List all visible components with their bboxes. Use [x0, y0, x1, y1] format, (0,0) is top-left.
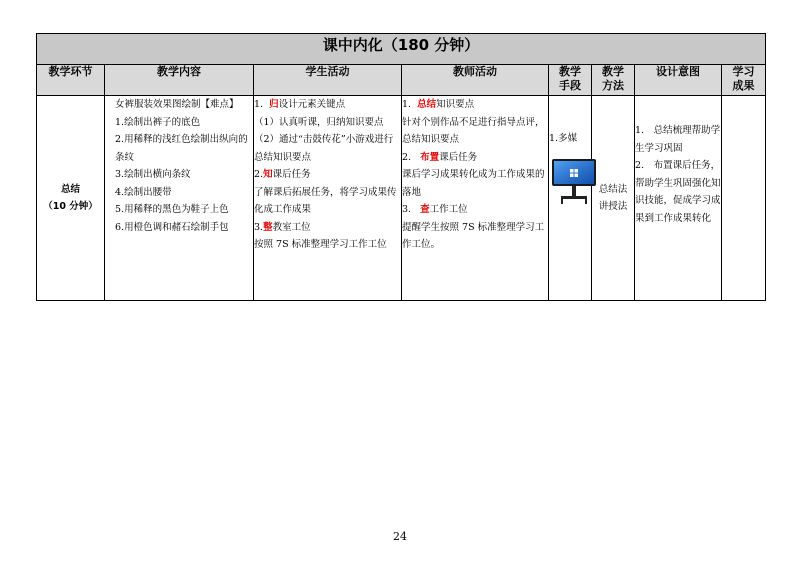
student-line	[254, 166, 401, 184]
stage-cell	[37, 96, 105, 301]
content-line: 2.用稀释的浅红色绘制出纵向的条纹	[115, 134, 248, 163]
item-text: 课后任务	[439, 151, 478, 163]
header-label: 教学 手段	[559, 65, 581, 92]
header-student	[254, 65, 402, 96]
item-text: 知识要点	[436, 99, 475, 110]
teacher-line: 课后学习成果转化成为工作成果的落地	[402, 169, 545, 198]
header-outcome	[722, 65, 766, 96]
lesson-plan-table	[36, 33, 766, 301]
item-number: 3.	[402, 204, 412, 215]
content-line: 5.用稀释的黑色为鞋子上色	[115, 204, 229, 215]
table-title: 课中内化（180 分钟）	[37, 34, 766, 65]
intent-line: 2. 布置课后任务，帮助学生巩固强化知识技能，促成学习成果到工作成果转化	[635, 160, 721, 224]
item-number: 1.	[254, 99, 264, 110]
teacher-line: 提醒学生按照 7S 标准整理学习工作工位。	[402, 221, 545, 250]
title-row	[37, 34, 766, 65]
item-number: 2.	[254, 169, 264, 180]
page-number: 24	[393, 530, 407, 543]
content-line: 3.绘制出横向条纹	[115, 169, 191, 180]
student-line	[254, 219, 401, 237]
summary-row	[37, 96, 766, 301]
teacher-line: 针对个别作品不足进行指导点评，总结知识要点	[402, 116, 545, 145]
stage-duration: （10 分钟）	[43, 201, 98, 212]
media-text: 1.多媒	[549, 133, 578, 144]
difficulty-tag: 【难点】	[200, 99, 239, 110]
header-label: 教学内容	[157, 65, 201, 78]
item-text: 教室工位	[272, 221, 311, 233]
keyword-highlight: 归	[269, 99, 279, 110]
intent-line: 1. 总结梳理帮助学生学习巩固	[635, 125, 721, 154]
content-line: 1.绘制出裤子的底色	[115, 116, 201, 128]
item-text: 工作工位	[429, 204, 468, 215]
student-line	[254, 96, 401, 114]
method-cell	[592, 96, 635, 301]
header-content	[105, 65, 254, 96]
teacher-cell	[402, 96, 549, 301]
item-number: 2.	[402, 151, 412, 163]
student-line: （1）认真听课，归纳知识要点	[254, 116, 384, 128]
content-cell	[105, 96, 254, 301]
method-text: 总结法	[598, 183, 628, 195]
student-cell	[254, 96, 402, 301]
teacher-line	[402, 201, 548, 219]
header-label: 学生活动	[305, 65, 350, 78]
header-label: 教师活动	[453, 65, 497, 78]
stage-name: 总结	[60, 183, 80, 195]
header-media	[549, 65, 592, 96]
intent-cell	[635, 96, 722, 301]
content-line: 4.绘制出腰带	[115, 186, 172, 198]
media-cell	[549, 96, 592, 301]
content-line: 6.用橙色调和赭石绘制手包	[115, 221, 229, 233]
teacher-line	[402, 149, 548, 167]
item-text: 课后任务	[272, 169, 311, 180]
item-text: 设计元素关键点	[278, 99, 346, 110]
keyword-highlight: 查	[420, 204, 430, 215]
item-number: 3.	[254, 221, 264, 233]
teacher-line	[402, 96, 548, 114]
keyword-highlight: 总结	[417, 99, 437, 110]
keyword-highlight: 布置	[420, 151, 440, 163]
item-number: 1.	[402, 99, 412, 110]
header-label: 设计意图	[656, 65, 700, 78]
student-line: （2）通过“击鼓传花”小游戏进行总结知识要点	[254, 134, 394, 163]
keyword-highlight: 整	[263, 221, 273, 233]
method-text: 讲授法	[598, 201, 628, 212]
outcome-cell	[722, 96, 766, 301]
header-teacher	[402, 65, 549, 96]
header-intent	[635, 65, 722, 96]
content-line	[115, 96, 253, 114]
header-label: 学习 成果	[732, 65, 755, 92]
header-stage	[37, 65, 105, 96]
keyword-highlight: 知	[263, 169, 273, 180]
header-method	[592, 65, 635, 96]
student-line: 按照 7S 标准整理学习工作工位	[254, 239, 387, 250]
header-row	[37, 65, 766, 96]
header-label: 教学 方法	[602, 65, 624, 92]
content-text: 女裤服装效果图绘制	[115, 99, 201, 110]
header-label: 教学环节	[48, 65, 93, 78]
student-line: 了解课后拓展任务，将学习成果传化成工作成果	[254, 186, 397, 215]
